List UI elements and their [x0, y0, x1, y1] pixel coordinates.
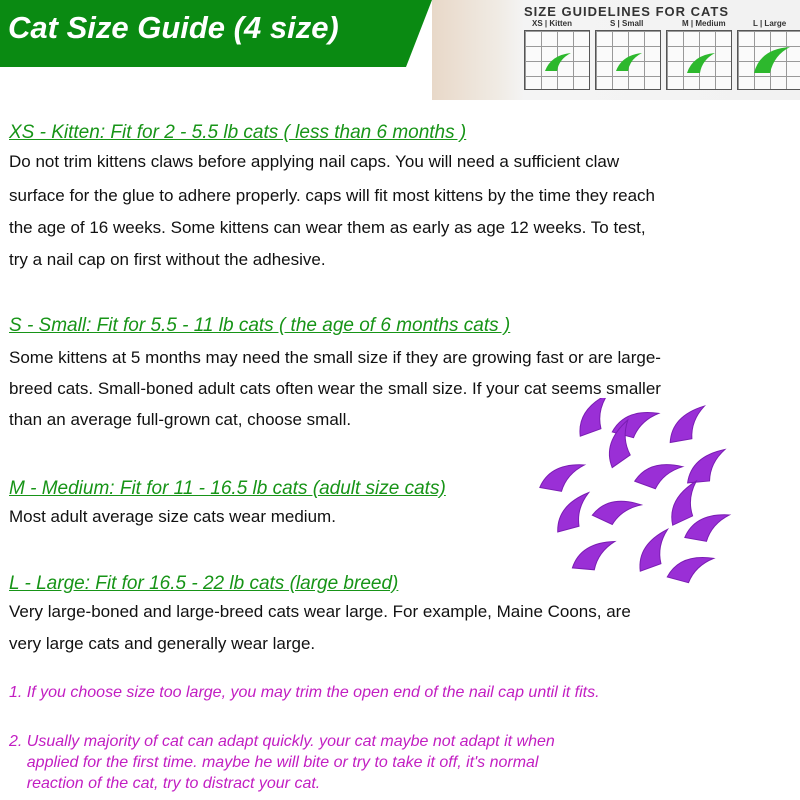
- text-l-2: very large cats and generally wear large.: [9, 634, 316, 653]
- note-1: 1. If you choose size too large, you may trim the open end of the nail cap until it fits.: [9, 684, 600, 701]
- nail-cap-icon: [570, 398, 618, 436]
- claw-icon: [685, 51, 717, 75]
- guide-grid-l: [737, 30, 800, 90]
- text-xs-2: surface for the glue to adhere properly. caps will fit most kittens by the time they reach: [9, 186, 655, 205]
- heading-s: S - Small: Fit for 5.5 - 11 lb cats ( the age of 6 months cats ): [9, 315, 511, 336]
- text-l-1: Very large-boned and large-breed cats wear large. For example, Maine Coons, are: [9, 602, 631, 621]
- claw-icon: [614, 51, 644, 73]
- heading-xs: XS - Kitten: Fit for 2 - 5.5 lb cats ( less than 6 months ): [9, 122, 467, 143]
- note-2-line-2: applied for the first time. maybe he will bite or try to take it off, it's normal: [9, 754, 539, 771]
- purple-nail-caps-image: [535, 398, 735, 593]
- text-s-2: breed cats. Small-boned adult cats often wear the small size. If your cat seems smaller: [9, 379, 661, 398]
- nail-cap-icon: [630, 529, 678, 571]
- claw-icon: [543, 51, 573, 73]
- note-2-line-3: reaction of the cat, try to distract your cat.: [9, 775, 321, 792]
- guide-grid-s: [595, 30, 661, 90]
- text-s-1: Some kittens at 5 months may need the small size if they are growing fast or are large-: [9, 348, 661, 367]
- guide-label-xs: XS | Kitten: [532, 19, 573, 28]
- guide-label-s: S | Small: [610, 19, 644, 28]
- nail-cap-icon: [660, 481, 709, 525]
- text-m-1: Most adult average size cats wear medium.: [9, 507, 336, 526]
- guide-grid-xs: [524, 30, 590, 90]
- text-xs-1: Do not trim kittens claws before applying nail caps. You will need a sufficient claw: [9, 152, 620, 171]
- size-guidelines-image: [432, 0, 800, 100]
- guide-grid-m: [666, 30, 732, 90]
- nail-cap-icon: [550, 493, 596, 532]
- nail-cap-icon: [635, 453, 683, 495]
- guide-title: SIZE GUIDELINES FOR CATS: [524, 4, 730, 19]
- nail-cap-icon: [592, 488, 641, 532]
- text-xs-3: the age of 16 weeks. Some kittens can wear them as early as age 12 weeks. To test,: [9, 218, 646, 237]
- text-s-3: than an average full-grown cat, choose small.: [9, 410, 352, 429]
- nail-cap-icon: [665, 406, 710, 442]
- text-xs-4: try a nail cap on first without the adhesive.: [9, 250, 326, 269]
- nail-cap-icon: [667, 548, 713, 587]
- note-2-line-1: 2. Usually majority of cat can adapt quickly. your cat maybe not adapt it when: [9, 733, 555, 750]
- guide-label-l: L | Large: [753, 19, 787, 28]
- nail-cap-icon: [572, 538, 614, 571]
- claw-icon: [752, 45, 792, 75]
- guide-label-m: M | Medium: [682, 19, 726, 28]
- heading-l: L - Large: Fit for 16.5 - 22 lb cats (large breed): [9, 573, 399, 594]
- heading-m: M - Medium: Fit for 11 - 16.5 lb cats (adult size cats): [9, 478, 446, 499]
- nail-cap-icon: [540, 458, 585, 494]
- nail-cap-icon: [685, 450, 727, 483]
- page-title: Cat Size Guide (4 size): [8, 10, 339, 45]
